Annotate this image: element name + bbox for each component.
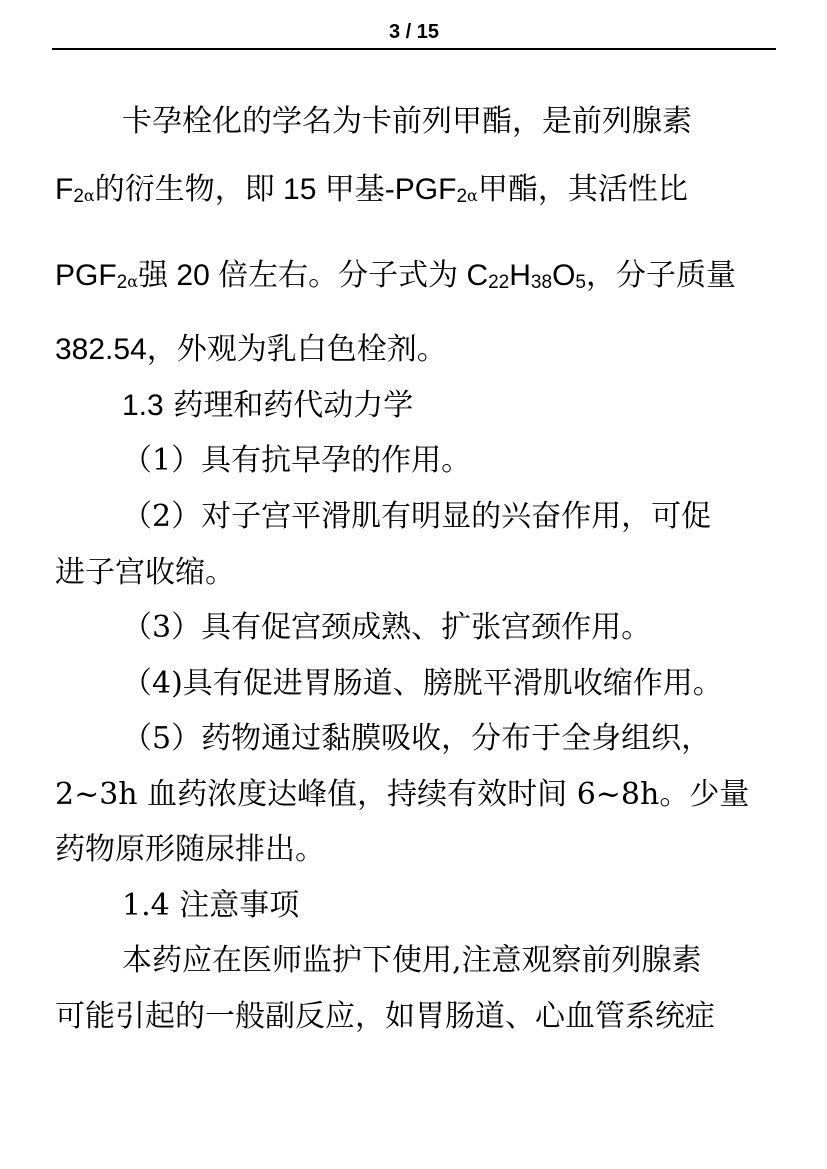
text-run: 甲酯，其活性比 <box>477 172 688 207</box>
subscript: 2 <box>73 186 84 207</box>
section-heading <box>122 386 413 426</box>
page-number: 3 / 15 <box>388 21 440 43</box>
formula-text: O <box>552 259 576 292</box>
text-run: 甲基 <box>324 172 385 207</box>
header-rule <box>52 48 776 50</box>
list-item-continuation: 2~3h 血药浓度达峰值，持续有效时间 6~8h。少量 <box>55 777 750 812</box>
list-item: （4)具有促进胃肠道、膀胱平滑肌收缩作用。 <box>122 666 723 701</box>
list-item: （5）药物通过黏膜吸收，分布于全身组织， <box>122 721 712 756</box>
text-run: ，外观为乳白色栓剂。 <box>146 332 447 367</box>
subscript: 22 <box>488 272 510 293</box>
alpha-symbol: α <box>127 272 139 291</box>
section-title: 药理和药代动力学 <box>163 388 414 423</box>
list-item-continuation: 进子宫收缩。 <box>55 555 235 590</box>
section-heading: 1.4 注意事项 <box>122 888 300 923</box>
list-item-continuation: 药物原形随尿排出。 <box>55 832 325 867</box>
number-text: 382.54 <box>55 333 147 366</box>
text-run: 的衍生物，即 <box>94 172 275 207</box>
subscript: 5 <box>575 272 586 293</box>
text-run: 强 <box>138 258 169 293</box>
paragraph-line: 本药应在医师监护下使用,注意观察前列腺素 <box>122 943 702 978</box>
number-text: 20 <box>168 259 219 292</box>
subscript: 38 <box>530 272 553 293</box>
formula-text: F <box>55 173 74 206</box>
list-item: （1）具有抗早孕的作用。 <box>122 443 472 478</box>
paragraph-line: 可能引起的一般副反应，如胃肠道、心血管系统症 <box>55 999 715 1034</box>
paragraph-line <box>55 170 688 216</box>
paragraph-line: 卡孕栓化的学名为卡前列甲酯，是前列腺素 <box>122 104 692 139</box>
paragraph-line <box>55 330 447 370</box>
list-item: （3）具有促宫颈成熟、扩张宫颈作用。 <box>122 610 652 645</box>
formula-text: -PGF <box>384 173 457 206</box>
text-run: ，分子质量 <box>585 258 736 293</box>
subscript: 2 <box>116 272 128 293</box>
paragraph-line <box>55 256 736 302</box>
formula-text: PGF <box>55 259 117 292</box>
formula-text: H <box>509 259 531 292</box>
alpha-symbol: α <box>467 186 478 205</box>
alpha-symbol: α <box>83 186 95 205</box>
list-item: （2）对子宫平滑肌有明显的兴奋作用，可促 <box>122 499 712 534</box>
number-text: 15 <box>274 173 325 206</box>
subscript: 2 <box>456 186 468 207</box>
section-number: 1.3 <box>122 389 164 422</box>
text-run: 倍左右。分子式为 <box>218 258 459 293</box>
formula-text: C <box>458 259 489 292</box>
